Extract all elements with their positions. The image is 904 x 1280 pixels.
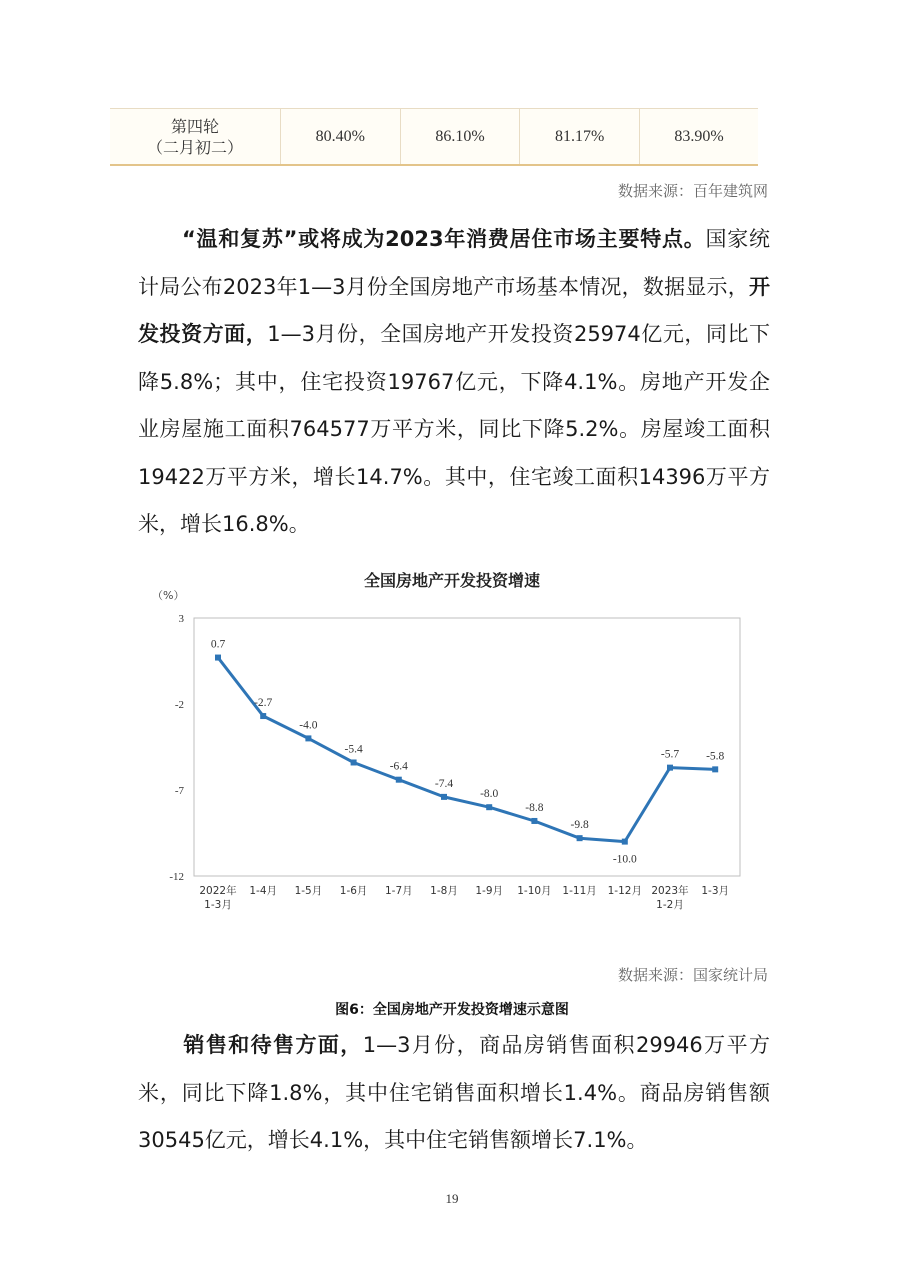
row-label-cell bbox=[110, 109, 281, 166]
x-tick-label: 1-9月 bbox=[475, 885, 504, 897]
paragraph-sales bbox=[138, 1022, 770, 1165]
row-label-line1: 第四轮 bbox=[170, 116, 219, 136]
x-tick-label: 1-3月 bbox=[204, 899, 232, 911]
data-label: -8.0 bbox=[480, 788, 499, 801]
figure-caption: 图6：全国房地产开发投资增速示意图 bbox=[335, 1002, 569, 1018]
data-label: -7.4 bbox=[434, 777, 454, 790]
x-tick-label: 1-4月 bbox=[249, 885, 278, 897]
data-point bbox=[531, 818, 537, 824]
data-label: -5.4 bbox=[344, 743, 363, 756]
data-label: -8.8 bbox=[525, 801, 544, 814]
data-label: -6.4 bbox=[389, 760, 408, 773]
y-tick-label: -7 bbox=[174, 785, 184, 797]
investment-growth-chart bbox=[150, 582, 750, 927]
data-label: -2.7 bbox=[254, 697, 273, 710]
data-label: -10.0 bbox=[612, 853, 637, 866]
data-label: -5.7 bbox=[660, 748, 680, 761]
survey-table bbox=[110, 108, 758, 166]
y-tick-label: -12 bbox=[169, 871, 184, 883]
x-tick-label: 1-2月 bbox=[656, 899, 684, 911]
plot-frame bbox=[194, 618, 740, 876]
x-tick-label: 1-6月 bbox=[339, 885, 368, 897]
data-point bbox=[260, 713, 266, 719]
paragraph-text: 国家统计局公布2023年1—3月份全国房地产市场基本情况，数据显示， bbox=[138, 227, 770, 299]
data-labels bbox=[211, 639, 725, 866]
x-tick-label: 1-7月 bbox=[384, 885, 413, 897]
table-cell: 81.17% bbox=[520, 109, 640, 166]
table-cell: 86.10% bbox=[400, 109, 520, 166]
x-tick-label: 1-3月 bbox=[701, 885, 730, 897]
x-tick-label: 1-12月 bbox=[607, 885, 642, 897]
x-axis bbox=[199, 884, 729, 911]
row-label-line2: （二月初二） bbox=[146, 137, 243, 157]
data-point bbox=[622, 839, 628, 845]
data-label: -4.0 bbox=[299, 719, 318, 732]
x-tick-label: 1-5月 bbox=[294, 885, 323, 897]
table-cell: 80.40% bbox=[281, 109, 401, 166]
data-point bbox=[351, 759, 357, 765]
data-label: -9.8 bbox=[570, 819, 589, 832]
paragraph-investment bbox=[138, 216, 770, 549]
y-unit-label: （%） bbox=[152, 589, 185, 602]
paragraph-text: 1—3月份，全国房地产开发投资25974亿元，同比下降5.8%；其中，住宅投资19767亿元，下降4.1%。房地产开发企业房屋施工面积764577万平方米，同比下降5.2%。房屋竣工面积19422万平方米，增长14.7%。其中，住宅竣工面积14396万平方米，增长16.8%。 bbox=[138, 322, 770, 536]
data-point bbox=[215, 655, 221, 661]
x-tick-label: 1-8月 bbox=[430, 885, 458, 897]
x-tick-label: 1-10月 bbox=[517, 885, 552, 897]
data-source-note-2: 数据来源：国家统计局 bbox=[617, 966, 768, 984]
x-tick-label: 2022年 bbox=[199, 885, 237, 897]
x-tick-label: 2023年 bbox=[651, 885, 689, 897]
y-axis bbox=[169, 613, 184, 883]
series-points bbox=[215, 655, 718, 845]
data-point bbox=[486, 804, 492, 810]
data-point bbox=[712, 766, 718, 772]
data-point bbox=[577, 835, 583, 841]
data-point bbox=[441, 794, 447, 800]
paragraph-bold-lead: “温和复苏”或将成为2023年消费居住市场主要特点。 bbox=[182, 227, 706, 251]
x-tick-label: 1-11月 bbox=[562, 885, 597, 897]
paragraph-bold-mid: 开发投资方面， bbox=[138, 274, 770, 346]
data-label: 0.7 bbox=[210, 638, 226, 651]
y-tick-label: -2 bbox=[174, 699, 184, 711]
series-line bbox=[218, 658, 715, 842]
data-point bbox=[396, 777, 402, 783]
data-point bbox=[667, 765, 673, 771]
y-tick-label: 3 bbox=[178, 613, 184, 625]
table-row bbox=[110, 109, 758, 166]
data-source-note: 数据来源：百年建筑网 bbox=[617, 182, 768, 200]
page-number: 19 bbox=[445, 1191, 459, 1206]
paragraph-bold-lead: 销售和待售方面， bbox=[182, 1033, 363, 1057]
data-point bbox=[305, 735, 311, 741]
table-cell: 83.90% bbox=[640, 109, 758, 166]
paragraph-text: 1—3月份，商品房销售面积29946万平方米，同比下降1.8%，其中住宅销售面积增长1.4%。商品房销售额30545亿元，增长4.1%，其中住宅销售额增长7.1%。 bbox=[138, 1033, 771, 1152]
chart-title: 全国房地产开发投资增速 bbox=[363, 571, 540, 590]
data-label: -5.8 bbox=[706, 750, 725, 763]
